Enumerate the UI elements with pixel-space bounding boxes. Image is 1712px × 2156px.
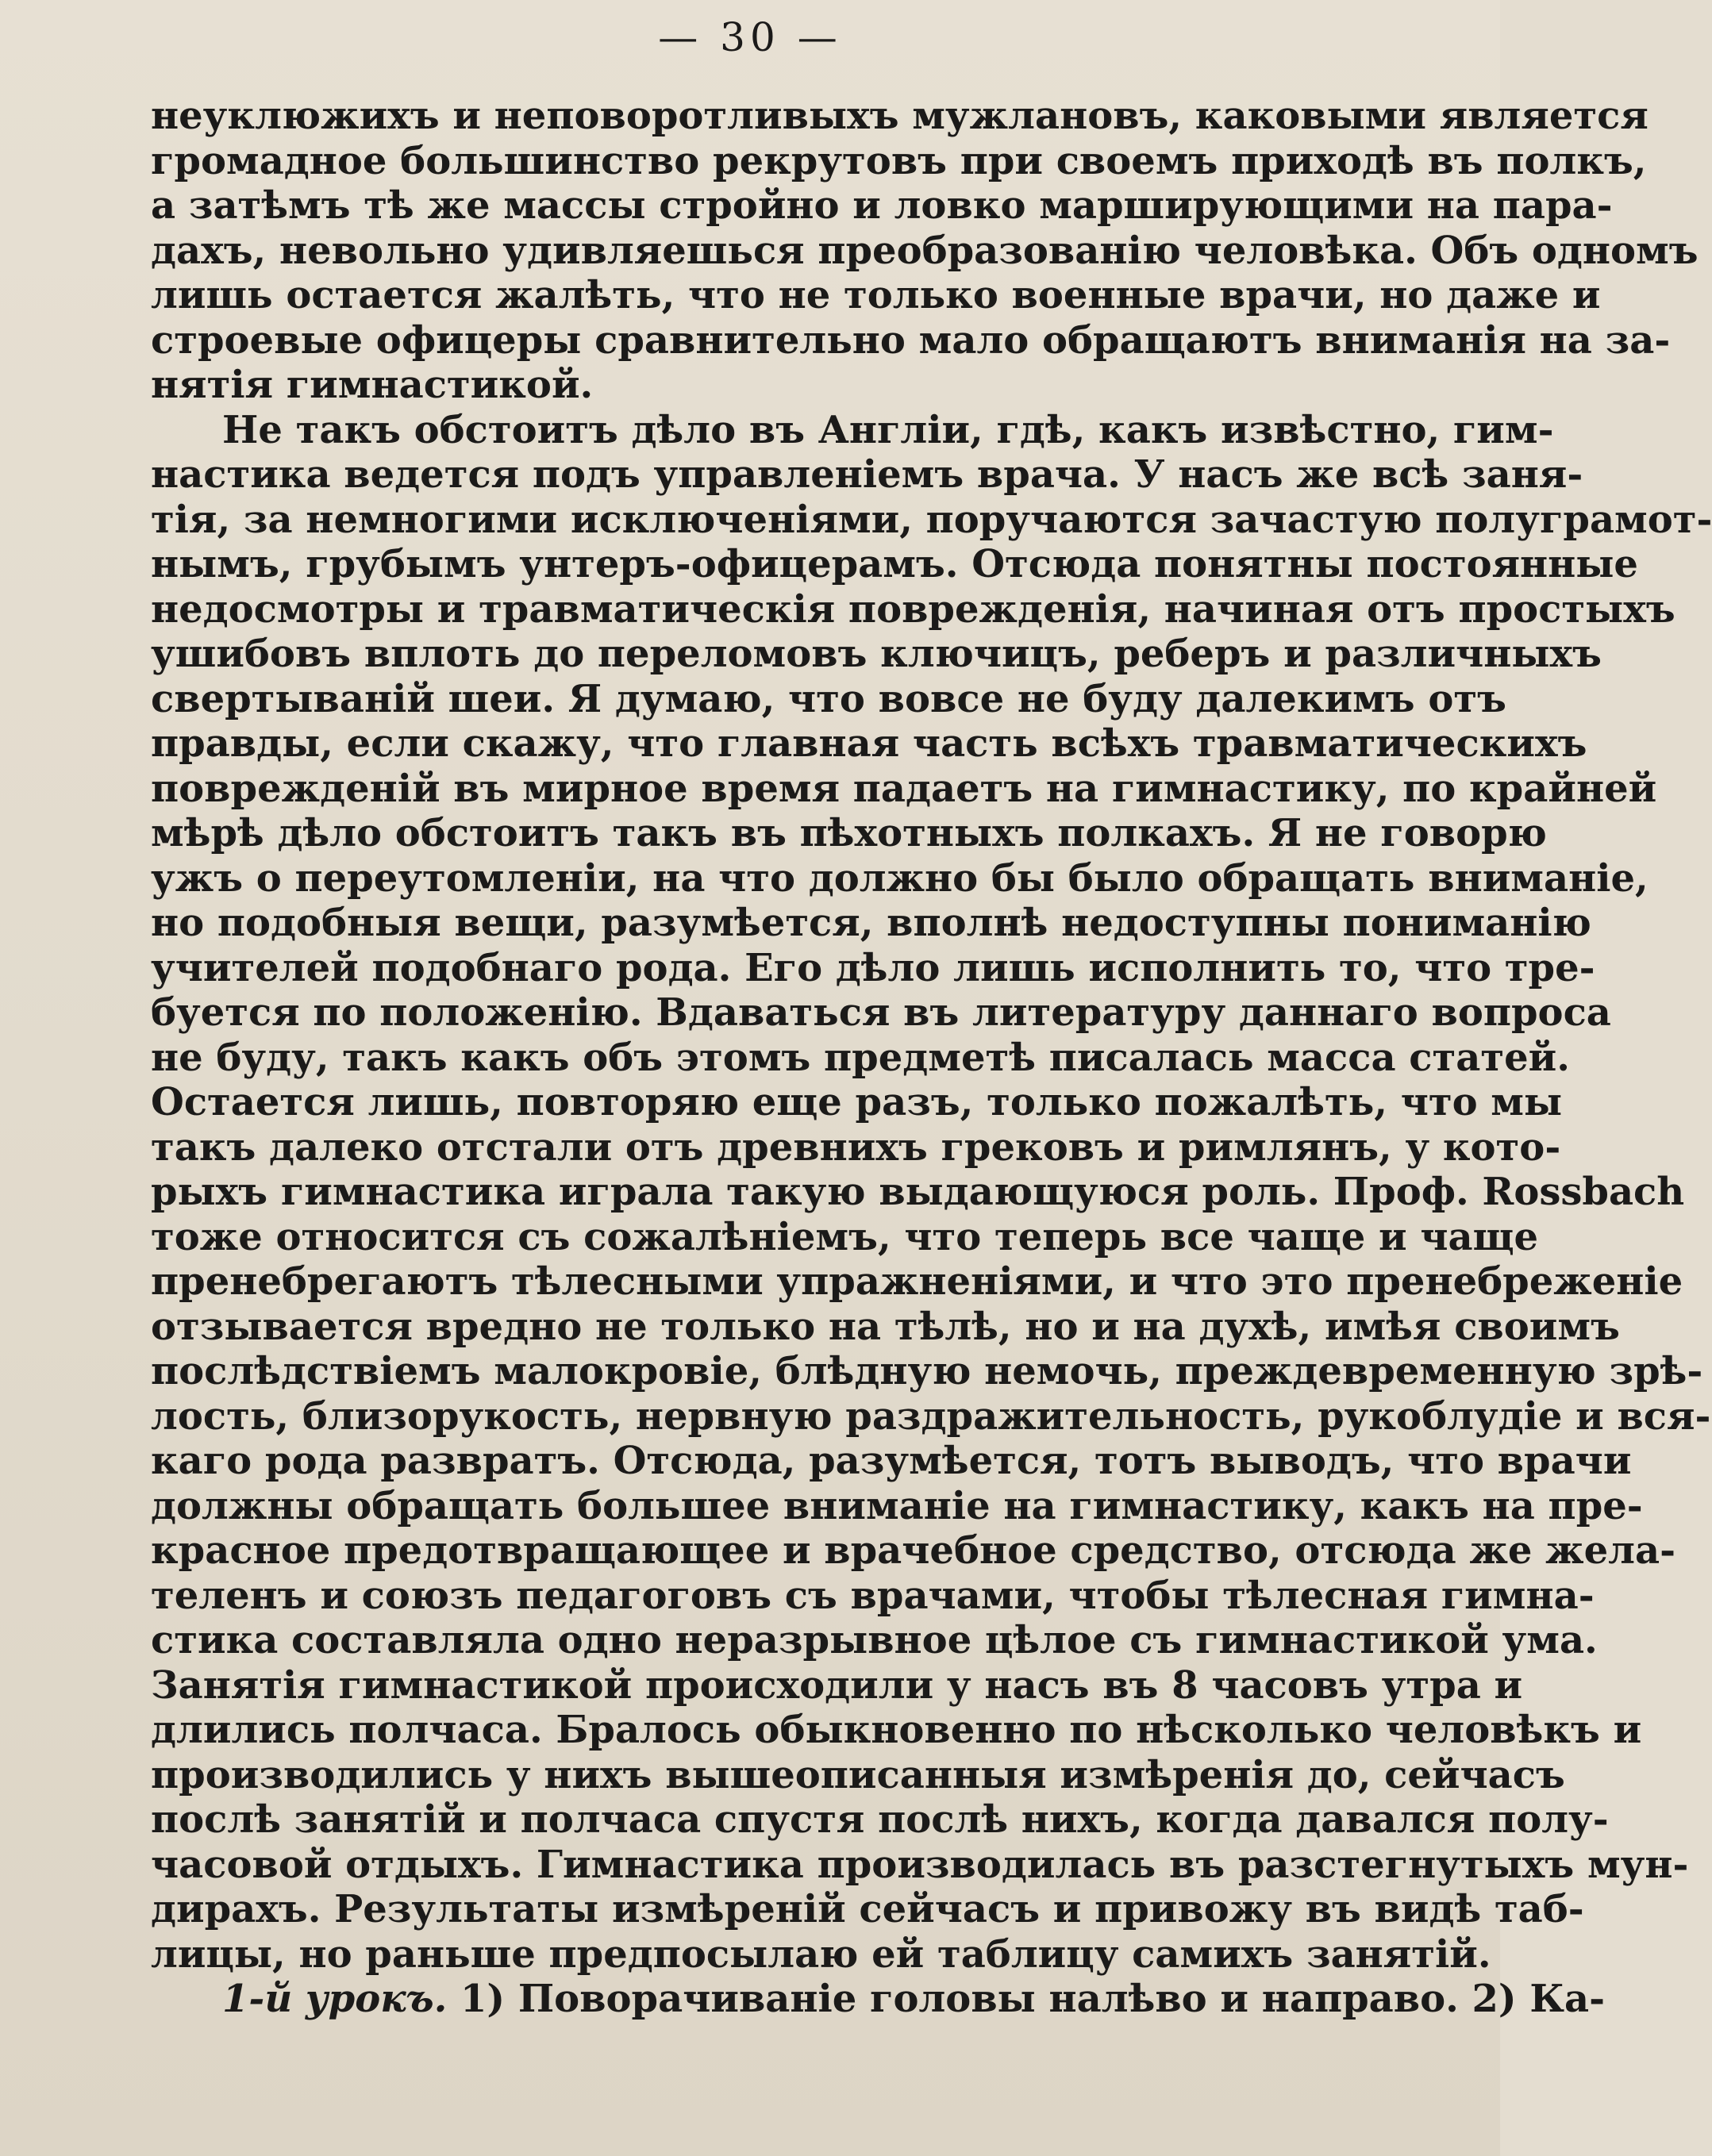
text-line: теленъ и союзъ педагоговъ съ врачами, чтобы тѣлесная гимна-: [151, 1573, 1595, 1618]
body-text: [151, 94, 1712, 2022]
text-line: Не такъ обстоитъ дѣло въ Англіи, гдѣ, какъ извѣстно, гим-: [222, 407, 1554, 452]
text-line: недосмотры и травматическія поврежденія, начиная отъ простыхъ: [151, 586, 1675, 632]
text-line: тоже относится съ сожалѣніемъ, что теперь все чаще и чаще: [151, 1214, 1539, 1259]
text-line: стика составляла одно неразрывное цѣлое съ гимнастикой ума.: [151, 1618, 1598, 1662]
text-line: красное предотвращающее и врачебное средство, отсюда же жела-: [151, 1528, 1676, 1573]
text-line: поврежденій въ мирное время падаетъ на гимнастику, по крайней: [151, 766, 1657, 811]
text-line: пренебрегаютъ тѣлесными упражненіями, и что это пренебреженіе: [151, 1259, 1683, 1304]
text-line: каго рода развратъ. Отсюда, разумѣется, тотъ выводъ, что врачи: [151, 1439, 1632, 1483]
paragraph-2: [151, 407, 1712, 1977]
text-line: учителей подобнаго рода. Его дѣло лишь исполнить то, что тре-: [151, 945, 1595, 990]
text-line: свертываній шеи. Я думаю, что вовсе не буду далекимъ отъ: [151, 676, 1506, 721]
text-line: часовой отдыхъ. Гимнастика производилась въ разстегнутыхъ мун-: [151, 1842, 1689, 1887]
lesson-label: 1-й урокъ.: [222, 1977, 448, 2021]
text-line: Остается лишь, повторяю еще разъ, только пожалѣть, что мы: [151, 1080, 1563, 1124]
text-line: лицы, но раньше предпосылаю ей таблицу самихъ занятій.: [151, 1931, 1491, 1977]
text-line: отзывается вредно не только на тѣлѣ, но и на духѣ, имѣя своимъ: [151, 1304, 1620, 1349]
lesson-line: [151, 1977, 1606, 2022]
text-line: нятія гимнастикой.: [151, 363, 594, 407]
text-line: ужъ о переутомленіи, на что должно бы было обращать вниманіе,: [151, 855, 1649, 901]
text-line: послѣ занятій и полчаса спустя послѣ нихъ, когда давался полу-: [151, 1797, 1609, 1842]
text-line: такъ далеко отстали отъ древнихъ грековъ и римлянъ, у кото-: [151, 1124, 1561, 1170]
text-line: мѣрѣ дѣло обстоитъ такъ въ пѣхотныхъ полкахъ. Я не говорю: [151, 811, 1547, 855]
text-line: послѣдствіемъ малокровіе, блѣдную немочь, преждевременную зрѣ-: [151, 1349, 1703, 1393]
text-line: строевые офицеры сравнительно мало обращаютъ вниманія на за-: [151, 317, 1671, 363]
text-line: нымъ, грубымъ унтеръ-офицерамъ. Отсюда понятны постоянные: [151, 542, 1638, 586]
text-line: дирахъ. Результаты измѣреній сейчасъ и привожу въ видѣ таб-: [151, 1887, 1584, 1931]
text-line: длились полчаса. Бралось обыкновенно по нѣсколько человѣкъ и: [151, 1708, 1642, 1752]
page-number: — 30 —: [658, 14, 842, 60]
text-line: рыхъ гимнастика играла такую выдающуюся роль. Проф. Rossbach: [151, 1170, 1685, 1214]
text-line: не буду, такъ какъ объ этомъ предметѣ писалась масса статей.: [151, 1035, 1570, 1080]
paragraph-1: [151, 94, 1699, 408]
text-line: буется по положенію. Вдаваться въ литературу даннаго вопроса: [151, 990, 1611, 1035]
text-line: должны обращать большее вниманіе на гимнастику, какъ на пре-: [151, 1483, 1643, 1528]
text-line: громадное большинство рекрутовъ при своемъ приходѣ въ полкъ,: [151, 138, 1647, 183]
text-line: производились у нихъ вышеописанныя измѣренія до, сейчасъ: [151, 1752, 1565, 1797]
text-line: лость, близорукость, нервную раздражительность, рукоблудіе и вся-: [151, 1393, 1711, 1439]
text-line: ушибовъ вплоть до переломовъ ключицъ, реберъ и различныхъ: [151, 632, 1602, 676]
text-line: тія, за немногими исключеніями, поручаются зачастую полуграмот-: [151, 497, 1712, 542]
text-line: неуклюжихъ и неповоротливыхъ мужлановъ, каковыми является: [151, 94, 1649, 138]
text-line: лишь остается жалѣть, что не только военные врачи, но даже и: [151, 273, 1601, 317]
lesson-text: 1) Поворачиваніе головы налѣво и направо. 2) Ка-: [447, 1977, 1606, 2021]
text-line: настика ведется подъ управленіемъ врача. У насъ же всѣ заня-: [151, 452, 1583, 497]
text-line: дахъ, невольно удивляешься преобразованію человѣка. Объ одномъ: [151, 228, 1699, 273]
text-line: но подобныя вещи, разумѣется, вполнѣ недоступны пониманію: [151, 901, 1591, 945]
text-line: Занятія гимнастикой происходили у насъ въ 8 часовъ утра и: [151, 1662, 1523, 1708]
text-line: а затѣмъ тѣ же массы стройно и ловко марширующими на пара-: [151, 183, 1613, 228]
text-line: правды, если скажу, что главная часть всѣхъ травматическихъ: [151, 721, 1587, 766]
